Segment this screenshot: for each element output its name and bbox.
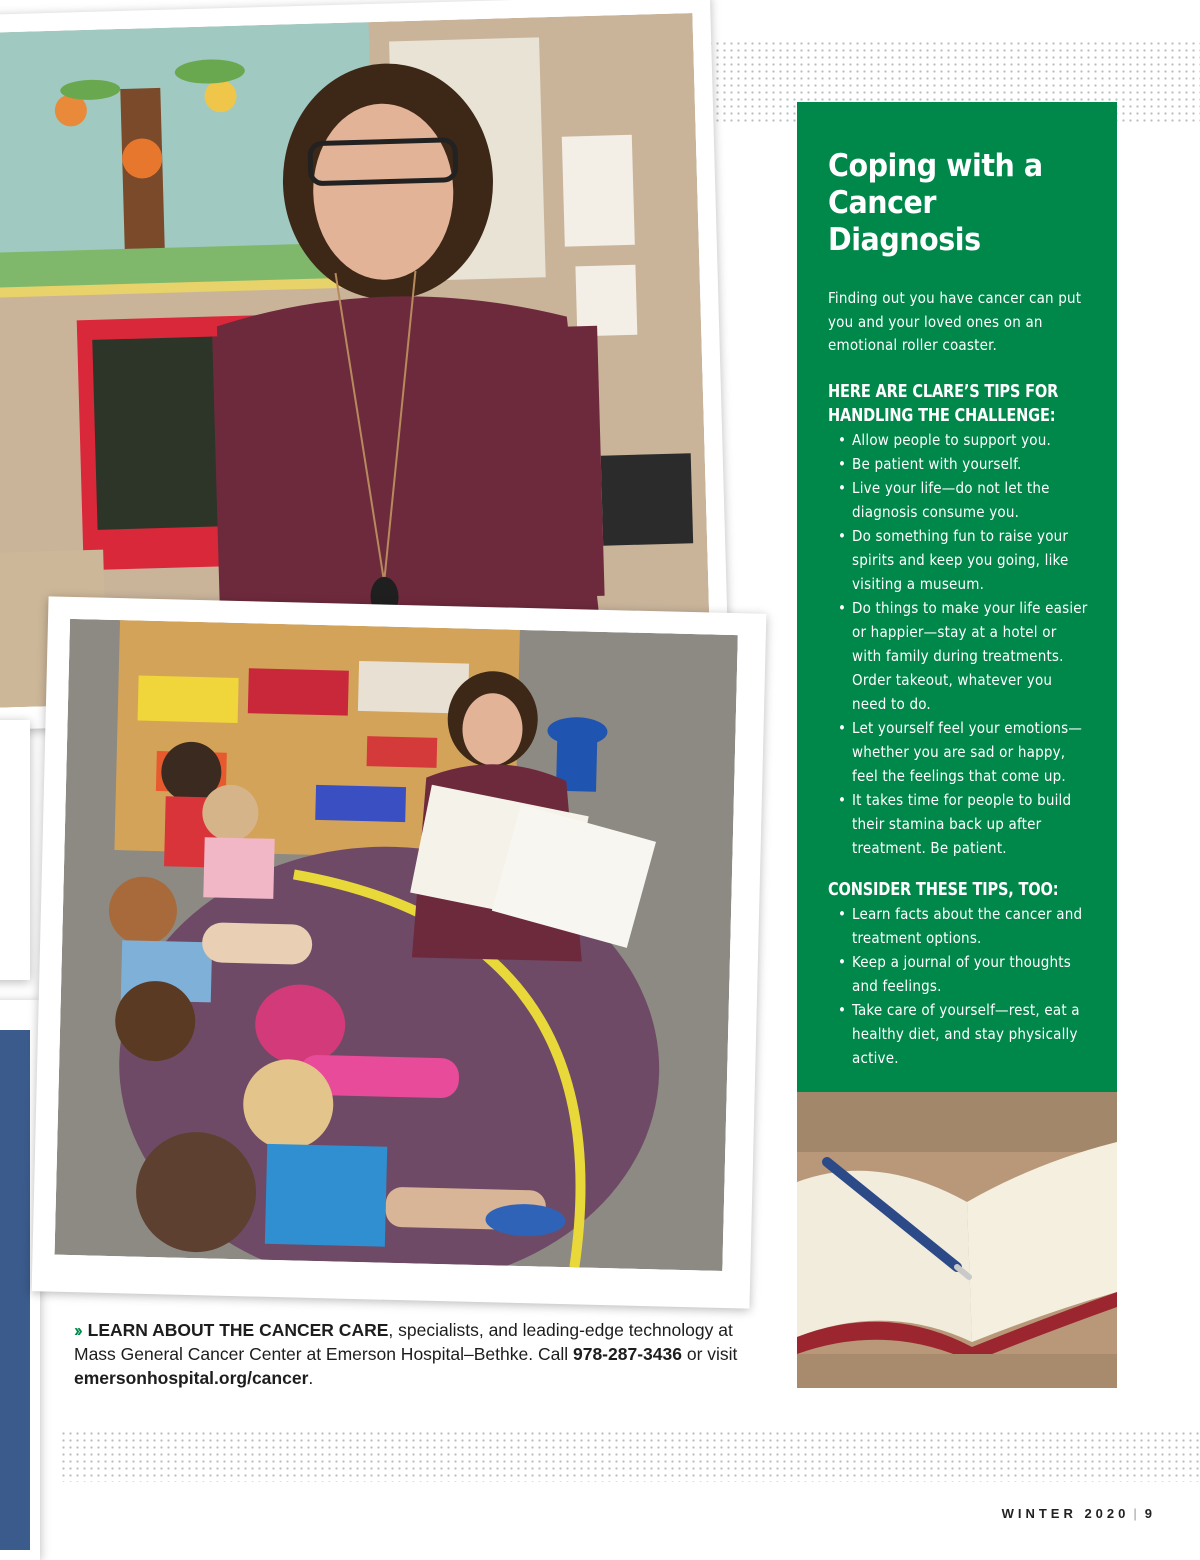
sidebar-intro: Finding out you have cancer can put you and your loved ones on an emotional roller coaster. (828, 289, 1082, 354)
list-item: • Let yourself feel your emotions—whether you are sad or happy, feel the feelings that come up. (838, 716, 1089, 788)
list-item: • Take care of yourself—rest, eat a healthy diet, and stay physically active. (838, 998, 1089, 1070)
cta-text1: , specialists, and leading-edge technology at Mass General Cancer Center at Emerson Hospital–Bethke. Call (74, 1320, 733, 1364)
cancer-care-cta (74, 1318, 774, 1390)
cta-phone[interactable]: 978-287-3436 (572, 1344, 682, 1364)
sidebar-title-line1: Coping with a (828, 148, 1043, 184)
storytime-illustration (55, 619, 738, 1271)
more-tips-heading: CONSIDER THESE TIPS, TOO: (828, 878, 1059, 900)
list-item: • Be patient with yourself. (838, 452, 1089, 476)
list-item: • It takes time for people to build their stamina back up after treatment. Be patient. (838, 788, 1089, 860)
cta-url-link[interactable]: emersonhospital.org/cancer (74, 1368, 309, 1388)
notebook-photo (797, 1092, 1117, 1388)
sidebar-title-line2: Cancer Diagnosis (828, 185, 981, 258)
list-item: • Allow people to support you. (838, 428, 1089, 452)
clares-tips-list (828, 428, 1089, 860)
more-tips-list (828, 902, 1089, 1070)
dot-pattern-bottom (60, 1430, 1200, 1482)
issue-label: WINTER 2020 (1001, 1506, 1130, 1521)
page-number: 9 (1144, 1506, 1156, 1521)
list-item: • Live your life—do not let the diagnosis consume you. (838, 476, 1089, 524)
list-item: • Do something fun to raise your spirits and keep you going, like visiting a museum. (838, 524, 1089, 596)
coping-sidebar (797, 102, 1117, 1092)
edge-photo-left-middle (0, 720, 30, 980)
list-item: • Do things to make your life easier or happier—stay at a hotel or with family during treatments. Order takeout, whatever you need to do. (838, 596, 1089, 716)
clares-tips-heading: HERE ARE CLARE’S TIPS FOR HANDLING THE CHALLENGE: (828, 380, 1059, 426)
cta-lead: LEARN ABOUT THE CANCER CARE (87, 1320, 389, 1340)
list-item: • Learn facts about the cancer and treatment options. (838, 902, 1089, 950)
notebook-pen-illustration (797, 1092, 1117, 1388)
reading-photo-frame (32, 596, 767, 1308)
folio-separator: | (1133, 1506, 1141, 1521)
cta-text2: or visit (681, 1344, 738, 1364)
double-chevron-icon: ›› (74, 1320, 80, 1340)
list-item: • Keep a journal of your thoughts and feelings. (838, 950, 1089, 998)
sidebar-title (828, 148, 1095, 259)
reading-photo (55, 619, 738, 1271)
page-folio (1002, 1506, 1156, 1521)
cta-end: . (308, 1368, 314, 1388)
